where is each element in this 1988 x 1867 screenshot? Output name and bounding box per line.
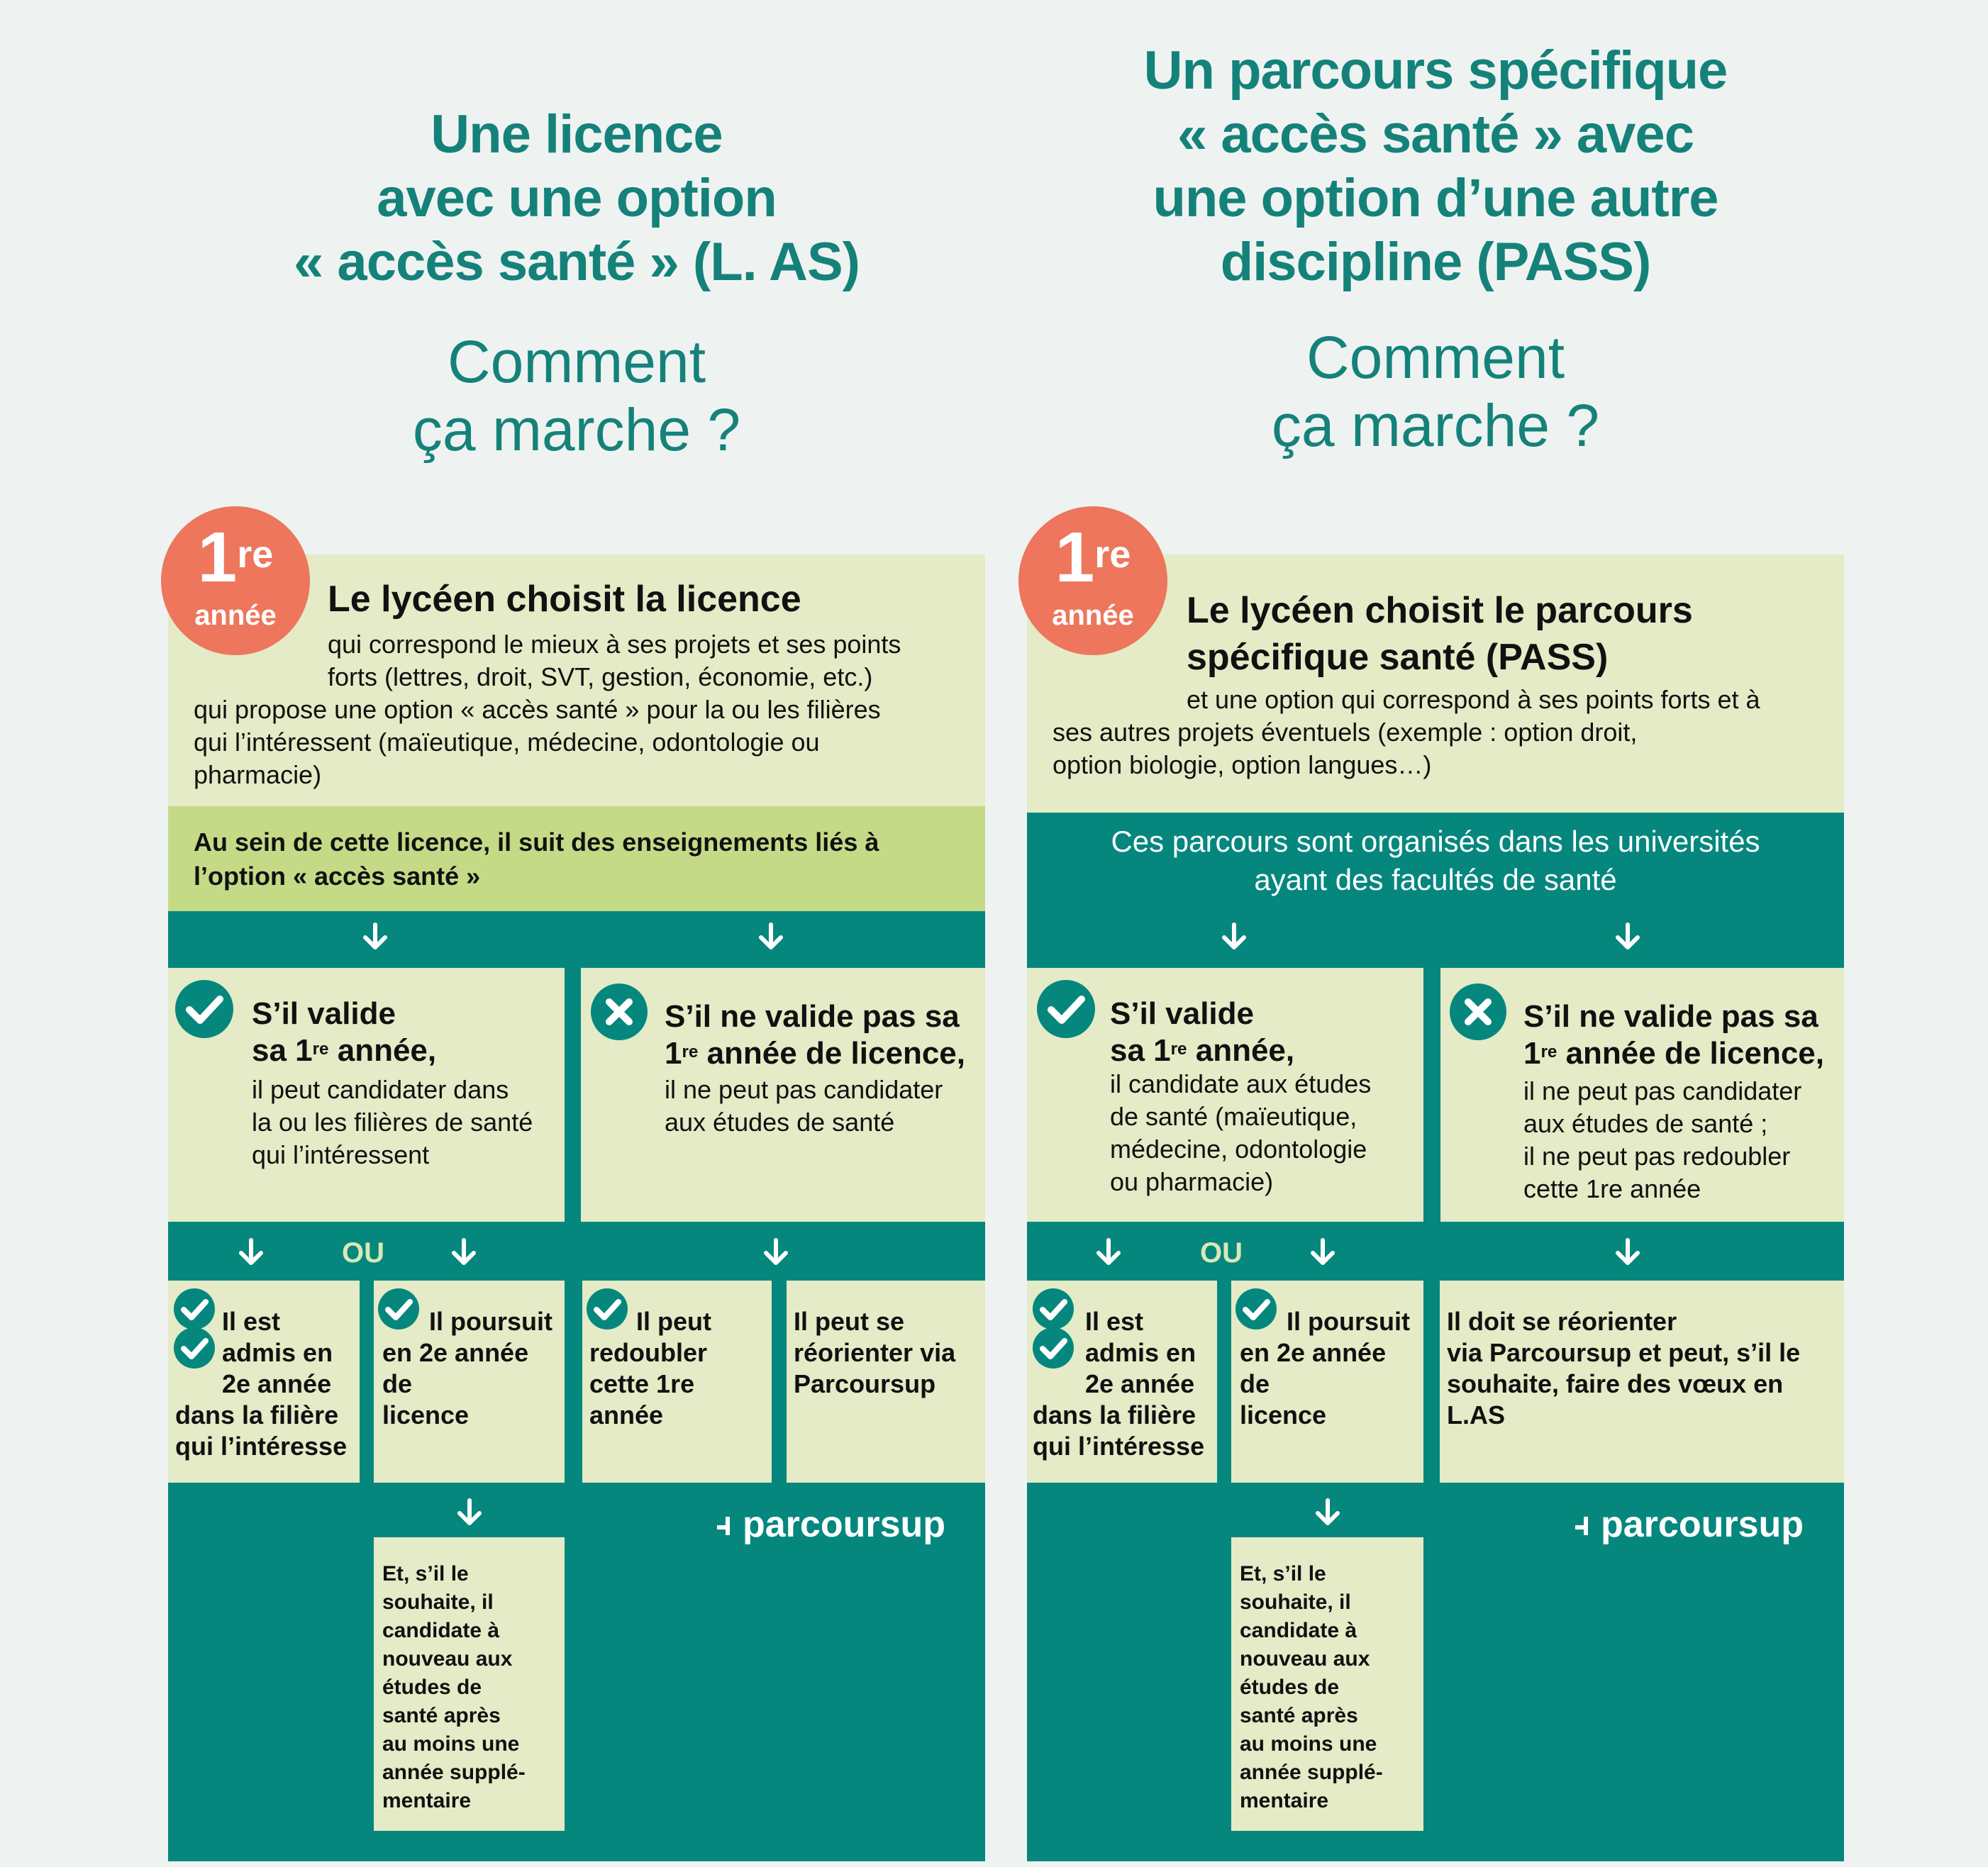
arrow-down-icon — [1218, 922, 1250, 953]
outcome-line: licence — [1240, 1400, 1327, 1429]
heading-part: année, — [328, 1033, 437, 1068]
reapply-line: mentaire — [1240, 1789, 1329, 1812]
check-icon — [1037, 980, 1095, 1038]
title-line: « accès santé » avec — [1177, 104, 1694, 165]
parcoursup-mark-icon — [1575, 1515, 1596, 1537]
outcome-line: souhaite, faire des vœux en — [1447, 1369, 1784, 1398]
outcome-line: qui l’intéresse — [1033, 1432, 1205, 1461]
valid-line: médecine, odontologie — [1110, 1135, 1367, 1164]
first-year-badge — [161, 506, 310, 655]
outcome-line: réorienter via — [794, 1338, 956, 1367]
outcome-reorient-text — [794, 1306, 982, 1400]
reapply-line: candidate à — [382, 1619, 500, 1642]
universities-banner — [1027, 823, 1844, 899]
pass-subtitle — [1027, 323, 1844, 459]
intro-line: forts (lettres, droit, SVT, gestion, économie, etc.) — [328, 662, 873, 691]
intro-line: qui propose une option « accès santé » pour la ou les filières — [194, 695, 881, 724]
intro-text-2 — [1053, 716, 1833, 781]
reapply-line: nouveau aux — [382, 1647, 513, 1671]
invalid-line: cette 1re année — [1523, 1174, 1701, 1203]
reapply-line: nouveau aux — [1240, 1647, 1370, 1671]
or-label: OU — [342, 1237, 384, 1269]
badge-number — [1018, 518, 1167, 597]
reapply-text — [1240, 1560, 1420, 1815]
first-year-badge — [1018, 506, 1167, 655]
las-subtitle — [168, 328, 985, 464]
arrow-down-icon — [755, 922, 787, 953]
invalid-heading — [1523, 998, 1824, 1072]
banner-line: l’option « accès santé » — [194, 862, 481, 891]
outcome-line: Il poursuit — [1287, 1307, 1410, 1336]
valid-heading-line — [1110, 1032, 1294, 1069]
outcome-line: année — [589, 1400, 664, 1429]
badge-word: année — [1052, 600, 1134, 631]
title-line: avec une option — [377, 168, 777, 228]
intro-text — [1187, 684, 1839, 716]
reapply-line: au moins une — [382, 1732, 520, 1756]
badge-num: 1 — [1055, 518, 1095, 597]
intro-text — [328, 628, 980, 693]
outcome-line: Parcoursup — [794, 1369, 936, 1398]
title-line: Un parcours spécifique — [1143, 40, 1728, 101]
outcome-line: Il peut — [636, 1307, 711, 1336]
valid-heading-line: S’il valide — [252, 996, 396, 1031]
outcome-line: admis en — [1085, 1338, 1196, 1367]
outcome-line: dans la filière — [1033, 1400, 1196, 1429]
intro-heading-line: Le lycéen choisit le parcours — [1187, 590, 1693, 631]
heading-part: 1 — [1523, 1036, 1541, 1071]
intro-heading: Le lycéen choisit la licence — [328, 579, 801, 620]
intro-line: et une option qui correspond à ses points forts et à — [1187, 685, 1760, 714]
invalid-heading — [665, 998, 965, 1072]
superscript: re — [682, 1042, 699, 1061]
reapply-line: Et, s’il le — [382, 1562, 469, 1585]
invalid-heading-line: S’il ne valide pas sa — [1523, 999, 1818, 1034]
outcome-line: Il poursuit — [429, 1307, 552, 1336]
subtitle-line: Comment — [447, 328, 706, 395]
outcome-line: via Parcoursup et peut, s’il le — [1447, 1338, 1801, 1367]
reapply-line: au moins une — [1240, 1732, 1377, 1756]
outcome-line: Il doit se réorienter — [1447, 1307, 1677, 1336]
reapply-line: santé après — [1240, 1704, 1358, 1727]
heading-part: année, — [1187, 1033, 1295, 1068]
intro-line: qui l’intéressent (maïeutique, médecine, odontologie ou — [194, 728, 820, 757]
heading-part: année de licence, — [698, 1036, 965, 1071]
reapply-line: souhaite, il — [382, 1590, 494, 1614]
option-banner-text — [194, 825, 974, 893]
title-line: « accès santé » (L. AS) — [294, 232, 860, 292]
superscript: re — [312, 1040, 329, 1059]
reapply-line: santé après — [382, 1704, 501, 1727]
valid-line: la ou les filières de santé — [252, 1108, 533, 1137]
title-line: une option d’une autre — [1153, 168, 1718, 228]
arrow-down-icon — [235, 1237, 267, 1269]
outcome-reorient-text — [1447, 1306, 1837, 1431]
cross-icon — [591, 983, 648, 1040]
invalid-heading-line — [665, 1035, 965, 1072]
badge-num: 1 — [197, 518, 238, 597]
outcome-line: Il est — [222, 1307, 281, 1336]
reapply-text — [382, 1560, 561, 1815]
parcoursup-logo — [1575, 1503, 1804, 1546]
arrow-down-icon — [454, 1498, 485, 1529]
reapply-line: candidate à — [1240, 1619, 1357, 1642]
outcome-admitted-text — [175, 1306, 357, 1462]
outcome-line: cette 1re — [589, 1369, 695, 1398]
reapply-line: études de — [382, 1676, 482, 1699]
outcome-line: 2e année — [222, 1369, 332, 1398]
check-icon — [175, 980, 233, 1038]
badge-number — [161, 518, 310, 597]
valid-heading-line: S’il valide — [1110, 996, 1254, 1031]
outcome-line: licence — [382, 1400, 470, 1429]
subtitle-line: ça marche ? — [1271, 392, 1600, 459]
badge-sup: re — [237, 533, 274, 576]
valid-line: il candidate aux études — [1110, 1069, 1372, 1098]
invalid-text — [1523, 1075, 1836, 1205]
logo-text: parcoursup — [743, 1504, 946, 1545]
outcome-line: dans la filière — [175, 1400, 339, 1429]
outcome-line: en 2e année de — [1240, 1338, 1387, 1398]
outcome-line: 2e année — [1085, 1369, 1195, 1398]
logo-text: parcoursup — [1601, 1504, 1804, 1545]
outcome-line: Il peut se — [794, 1307, 905, 1336]
invalid-heading-line: S’il ne valide pas sa — [665, 999, 960, 1034]
outcome-repeat-text — [589, 1306, 770, 1431]
reapply-line: Et, s’il le — [1240, 1562, 1326, 1585]
title-line: Une licence — [431, 104, 723, 165]
heading-part: sa 1 — [252, 1033, 313, 1068]
outcome-continue-text — [382, 1306, 562, 1431]
badge-word: année — [194, 600, 277, 631]
invalid-text — [665, 1074, 977, 1139]
invalid-line: il ne peut pas candidater — [665, 1075, 943, 1104]
reapply-line: souhaite, il — [1240, 1590, 1351, 1614]
las-column — [168, 0, 985, 1867]
outcome-line: qui l’intéresse — [175, 1432, 348, 1461]
reapply-line: année supplé- — [1240, 1761, 1383, 1784]
reapply-line: études de — [1240, 1676, 1340, 1699]
arrow-down-icon — [1612, 1237, 1643, 1269]
parcoursup-logo — [717, 1503, 945, 1546]
cross-icon — [1450, 983, 1506, 1040]
valid-line: il peut candidater dans — [252, 1075, 509, 1104]
heading-part: année de licence, — [1557, 1036, 1824, 1071]
banner-line: ayant des facultés de santé — [1254, 863, 1617, 896]
arrow-down-icon — [1312, 1498, 1343, 1529]
outcome-admitted-text — [1033, 1306, 1214, 1462]
intro-heading-line: spécifique santé (PASS) — [1187, 637, 1609, 678]
intro-heading — [1187, 587, 1693, 681]
subtitle-line: ça marche ? — [412, 396, 741, 463]
valid-text — [252, 1074, 557, 1171]
pass-column — [1027, 0, 1844, 1867]
invalid-line: il ne peut pas candidater — [1523, 1076, 1802, 1105]
valid-heading-line — [252, 1032, 436, 1069]
arrow-down-icon — [1307, 1237, 1338, 1269]
heading-part: 1 — [665, 1036, 682, 1071]
superscript: re — [1540, 1042, 1557, 1061]
outcome-line: Il est — [1085, 1307, 1144, 1336]
arrow-down-icon — [1093, 1237, 1124, 1269]
valid-heading — [252, 996, 436, 1069]
intro-text-2 — [194, 693, 974, 791]
valid-line: ou pharmacie) — [1110, 1167, 1274, 1196]
outcome-line: admis en — [222, 1338, 333, 1367]
valid-heading — [1110, 996, 1294, 1069]
valid-line: de santé (maïeutique, — [1110, 1102, 1357, 1131]
superscript: re — [1170, 1040, 1187, 1059]
title-line: discipline (PASS) — [1220, 232, 1651, 292]
invalid-line: aux études de santé — [665, 1108, 895, 1137]
intro-line: option biologie, option langues…) — [1053, 750, 1432, 779]
arrow-down-icon — [1612, 922, 1643, 953]
outcome-line: redoubler — [589, 1338, 708, 1367]
badge-sup: re — [1094, 533, 1131, 576]
subtitle-line: Comment — [1306, 324, 1565, 391]
arrow-down-icon — [360, 922, 391, 953]
reapply-line: année supplé- — [382, 1761, 526, 1784]
invalid-heading-line — [1523, 1035, 1824, 1072]
arrow-down-icon — [760, 1237, 792, 1269]
banner-line: Au sein de cette licence, il suit des enseignements liés à — [194, 827, 879, 857]
banner-line: Ces parcours sont organisés dans les universités — [1111, 825, 1760, 858]
outcome-continue-text — [1240, 1306, 1421, 1431]
intro-line: pharmacie) — [194, 760, 322, 789]
valid-line: qui l’intéressent — [252, 1140, 430, 1169]
or-label: OU — [1200, 1237, 1243, 1269]
invalid-line: aux études de santé ; — [1523, 1109, 1768, 1138]
outcome-line: en 2e année de — [382, 1338, 529, 1398]
outcome-line: L.AS — [1447, 1400, 1506, 1429]
parcoursup-mark-icon — [717, 1515, 738, 1537]
intro-line: ses autres projets éventuels (exemple : option droit, — [1053, 718, 1638, 747]
heading-part: sa 1 — [1110, 1033, 1171, 1068]
reapply-line: mentaire — [382, 1789, 472, 1812]
arrow-down-icon — [448, 1237, 479, 1269]
las-title — [168, 103, 985, 294]
pass-title — [1027, 39, 1844, 294]
valid-text — [1110, 1068, 1419, 1198]
invalid-line: il ne peut pas redoubler — [1523, 1142, 1791, 1171]
intro-line: qui correspond le mieux à ses projets et ses points — [328, 630, 901, 659]
